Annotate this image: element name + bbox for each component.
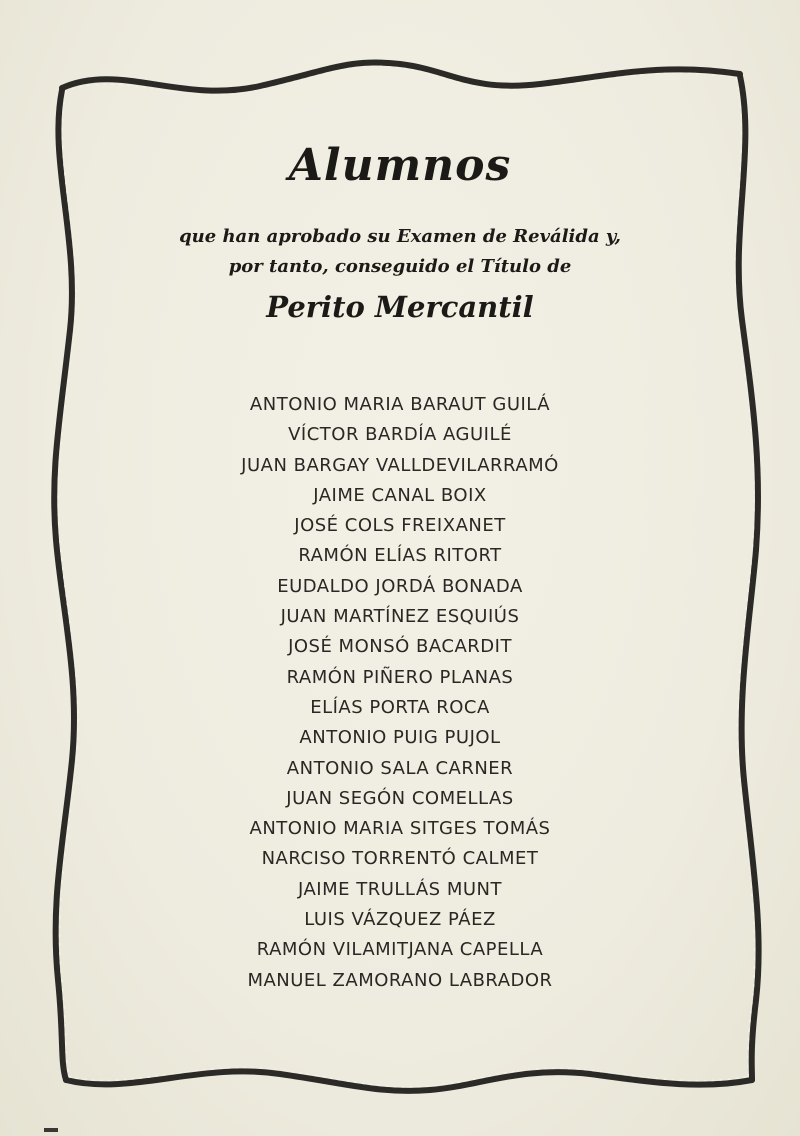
student-name: ANTONIO PUIG PUJOL [299,727,501,749]
student-name: RAMÓN PIÑERO PLANAS [286,666,514,688]
student-name: JOSÉ COLS FREIXANET [294,515,506,537]
student-name: JAIME CANAL BOIX [313,484,487,506]
student-name: RAMÓN ELÍAS RITORT [298,545,502,567]
student-name: VÍCTOR BARDÍA AGUILÉ [288,424,512,446]
subtitle-line-1: que han aprobado su Examen de Reválida y, [179,226,621,247]
degree-title: Perito Mercantil [266,290,534,324]
student-name: ANTONIO MARIA BARAUT GUILÁ [249,394,551,415]
student-name: NARCISO TORRENTÓ CALMET [261,848,539,870]
student-list [0,390,800,996]
student-name: JUAN SEGÓN COMELLAS [286,787,514,809]
student-name: JUAN BARGAY VALLDEVILARRAMÓ [241,454,559,476]
student-name: LUIS VÁZQUEZ PÁEZ [304,909,496,931]
student-name: JAIME TRULLÁS MUNT [297,878,502,900]
page-title: Alumnos [288,140,512,191]
subtitle-line-2: por tanto, conseguido el Título de [228,256,572,277]
student-name: RAMÓN VILAMITJANA CAPELLA [256,939,544,961]
student-name: ELÍAS PORTA ROCA [310,696,490,718]
student-name: ANTONIO SALA CARNER [286,757,514,779]
student-name: EUDALDO JORDÁ BONADA [277,575,523,597]
page-edge-mark [44,1128,58,1132]
student-name: ANTONIO MARIA SITGES TOMÁS [249,818,551,840]
student-name: JOSÉ MONSÓ BACARDIT [288,636,512,658]
student-name: JUAN MARTÍNEZ ESQUIÚS [280,606,520,628]
student-name: MANUEL ZAMORANO LABRADOR [247,969,553,991]
